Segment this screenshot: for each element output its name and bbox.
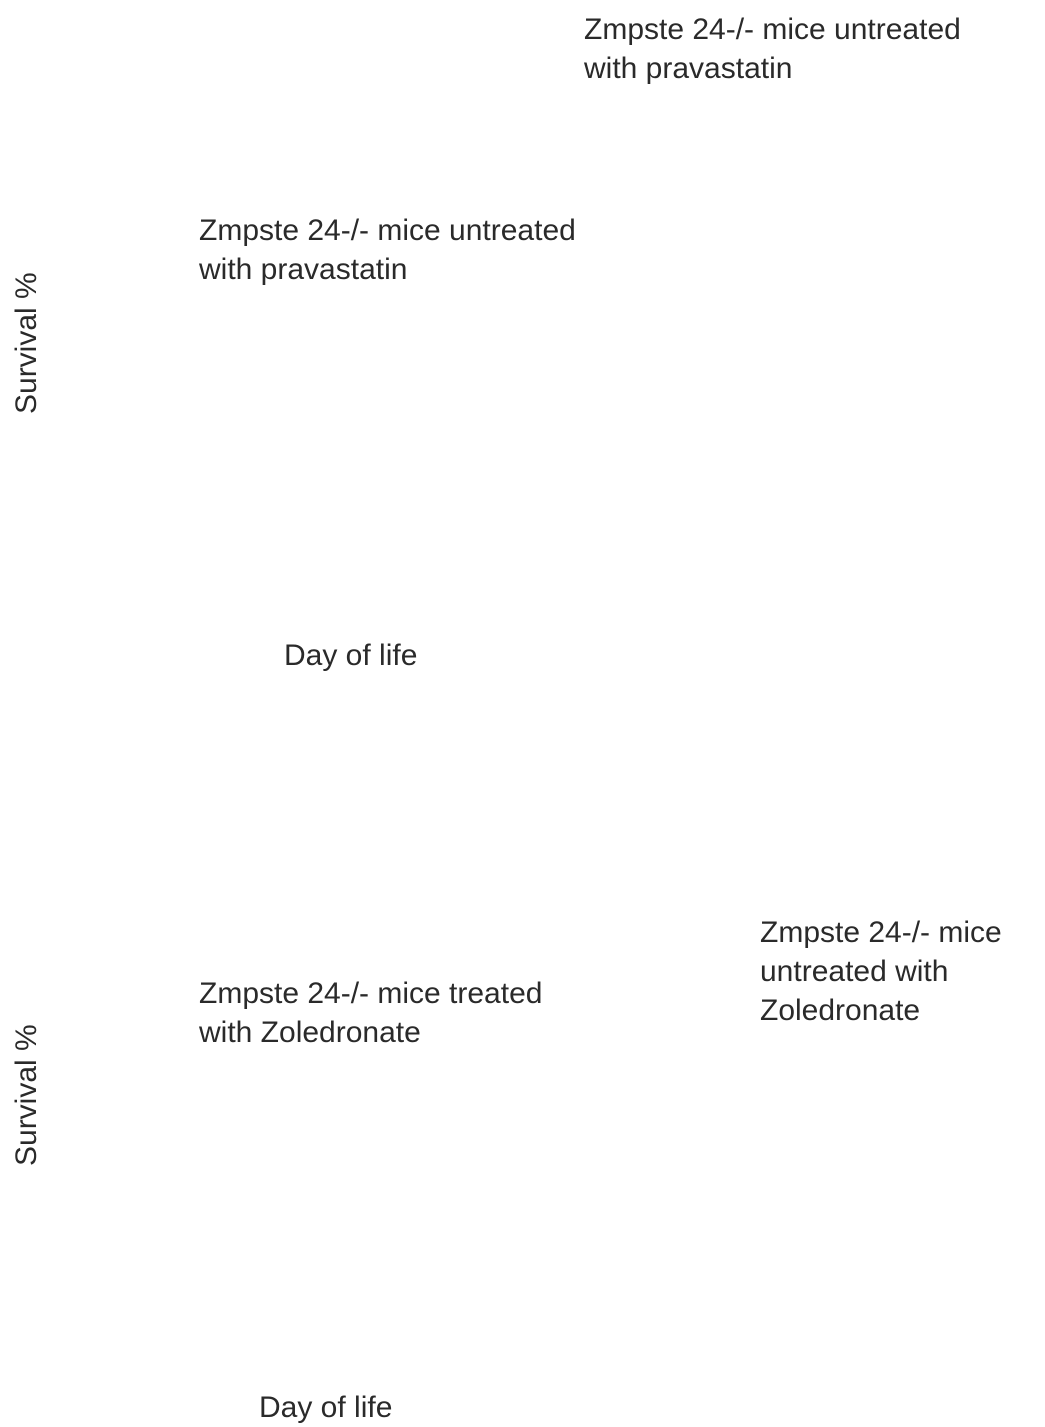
annotation-untreated — [760, 913, 1002, 1030]
annotation-line: Zmpste 24-/- mice untreated — [584, 13, 961, 46]
survival-chart-pravastatin — [0, 0, 1045, 700]
annotation-line: untreated with — [760, 955, 949, 988]
y-axis-label: Survival % — [10, 1024, 43, 1166]
annotation-line: Zmpste 24-/- mice — [760, 916, 1002, 949]
x-axis-label: Day of life — [259, 1391, 393, 1424]
y-axis-label: Survival % — [10, 272, 43, 414]
x-axis-label: Day of life — [284, 639, 418, 672]
annotation-line: with pravastatin — [584, 52, 793, 85]
annotation-line: Zmpste 24-/- mice treated — [199, 977, 543, 1010]
survival-chart-zoledronate — [0, 700, 1045, 1427]
annotation-line: with pravastatin — [199, 253, 408, 286]
annotation-line: with Zoledronate — [199, 1016, 421, 1049]
annotation-line: Zoledronate — [760, 994, 921, 1027]
annotation-line: Zmpste 24-/- mice untreated — [199, 214, 576, 247]
annotation-treated — [199, 974, 542, 1052]
annotation-middle-left — [199, 211, 576, 289]
annotation-top-right — [584, 10, 961, 88]
